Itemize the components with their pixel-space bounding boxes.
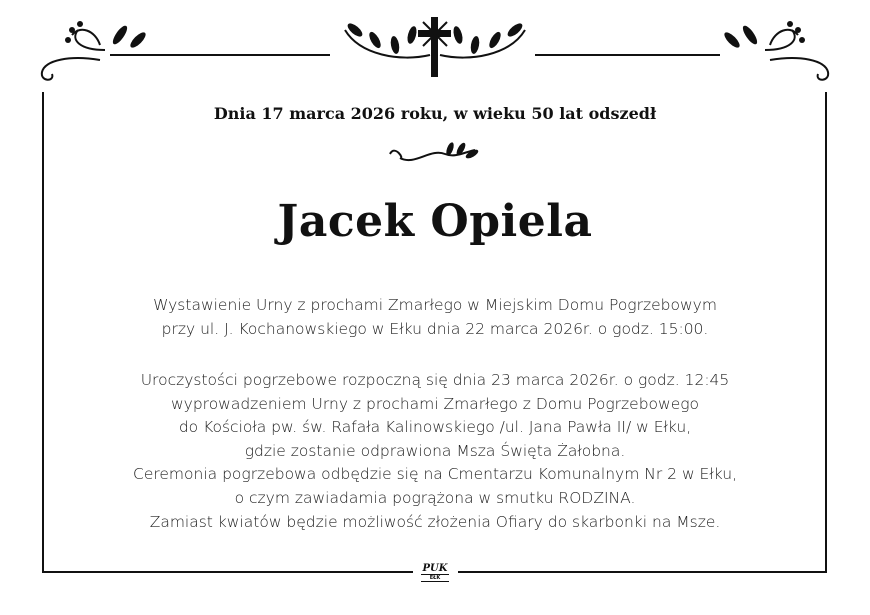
text-line: Wystawienie Urny z prochami Zmarłego w Miejskim Domu Pogrzebowym xyxy=(153,296,717,314)
text-line: Uroczystości pogrzebowe rozpoczną się dnia 23 marca 2026r. o godz. 12:45 xyxy=(140,371,730,389)
logo-sub-text: EŁK xyxy=(421,574,449,582)
top-ornament xyxy=(0,0,870,100)
puk-logo xyxy=(418,564,452,582)
text-line: Ceremonia pogrzebowa odbędzie się na Cmentarzu Komunalnym Nr 2 w Ełku, xyxy=(133,465,737,484)
frame-bottom-left xyxy=(42,571,413,573)
viewing-paragraph xyxy=(0,294,870,341)
logo-main-text: PUK xyxy=(422,563,448,574)
text-line: gdzie zostanie odprawiona Msza Święta Żałobna. xyxy=(244,441,626,460)
text-line: Zamiast kwiatów będzie możliwość złożenia Ofiary do skarbonki na Msze. xyxy=(149,512,721,531)
text-line: wyprowadzeniem Urny z prochami Zmarłego z Domu Pogrzebowego xyxy=(170,394,700,413)
text-line: przy ul. J. Kochanowskiego w Ełku dnia 22 marca 2026r. o godz. 15:00. xyxy=(161,319,709,338)
text-line: do Kościoła pw. św. Rafała Kalinowskiego /ul. Jana Pawła II/ w Ełku, xyxy=(178,418,692,437)
deceased-name: Jacek Opiela xyxy=(277,196,593,247)
text-line: o czym zawiadamia pogrążona w smutku RODZINA. xyxy=(234,488,636,507)
divider-ornament-icon xyxy=(385,140,485,170)
frame-bottom-right xyxy=(458,571,827,573)
intro-text: Dnia 17 marca 2026 roku, w wieku 50 lat odszedł xyxy=(213,104,657,123)
cross-icon xyxy=(418,17,451,77)
funeral-paragraph xyxy=(0,369,870,534)
